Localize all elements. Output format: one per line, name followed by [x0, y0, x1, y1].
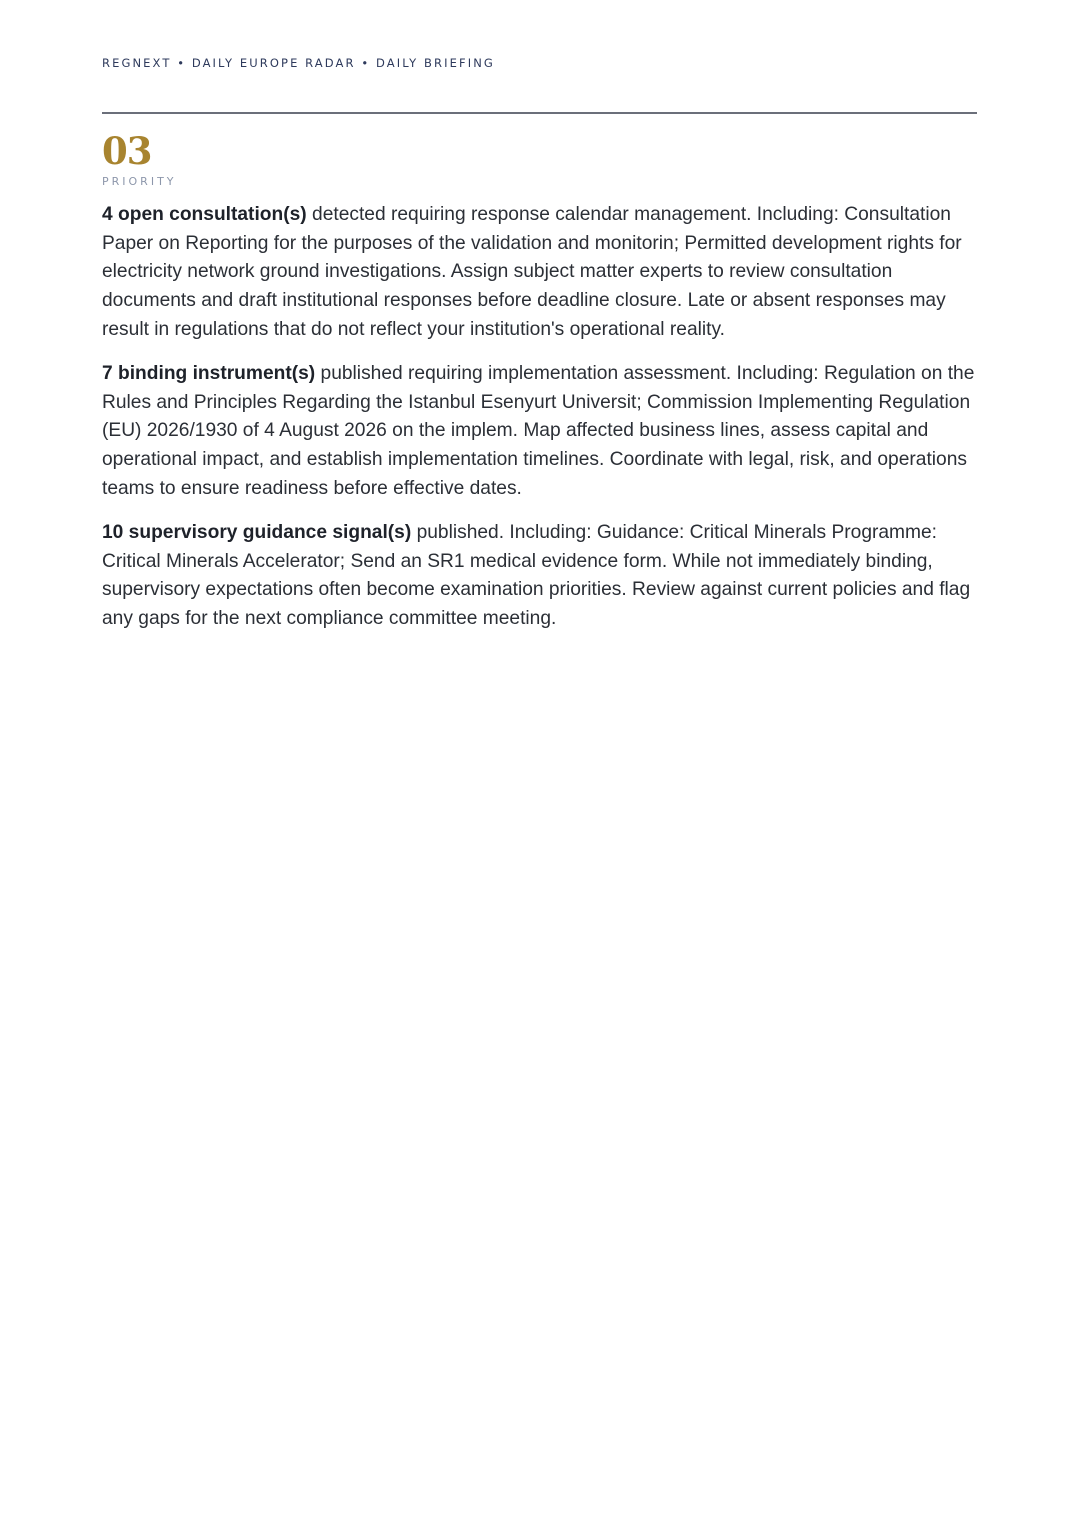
consultations-text: detected requiring response calendar management. Including: Consultation Paper on Reporting for the purposes of the validation and monitorin; Permitted development rights for electricity network ground investigations. Assign subject matter experts to review consultation documents and draft institutional responses before deadline closure. Late or absent responses may result in regulations that do not reflect your institution's operational reality. [102, 204, 962, 340]
consultations-paragraph [102, 201, 977, 345]
section-number: 03 [102, 129, 152, 173]
binding-instruments-paragraph [102, 360, 977, 504]
section-label: PRIORITY [102, 175, 177, 188]
binding-instruments-text: published requiring implementation assessment. Including: Regulation on the Rules and Principles Regarding the Istanbul Esenyurt Universit; Commission Implementing Regulation (EU) 2026/1930 of 4 August 2026 on the implem. Map affected business lines, assess capital and operational impact, and establish implementation timelines. Coordinate with legal, risk, and operations teams to ensure readiness before effective dates. [102, 363, 975, 499]
guidance-signals-paragraph [102, 519, 977, 634]
consultations-lead: 4 open consultation(s) [102, 204, 307, 225]
header-divider [102, 112, 977, 114]
section-body [102, 201, 977, 649]
binding-instruments-lead: 7 binding instrument(s) [102, 363, 316, 385]
guidance-signals-lead: 10 supervisory guidance signal(s) [102, 522, 412, 544]
guidance-signals-text: published. Including: Guidance: Critical Minerals Programme: Critical Minerals Accelerator; Send an SR1 medical evidence form. While not immediately binding, supervisory expectations often become examination priorities. Review against current policies and flag any gaps for the next compliance committee meeting. [102, 522, 971, 630]
running-header: REGNEXT • DAILY EUROPE RADAR • DAILY BRIEFING [102, 56, 495, 70]
